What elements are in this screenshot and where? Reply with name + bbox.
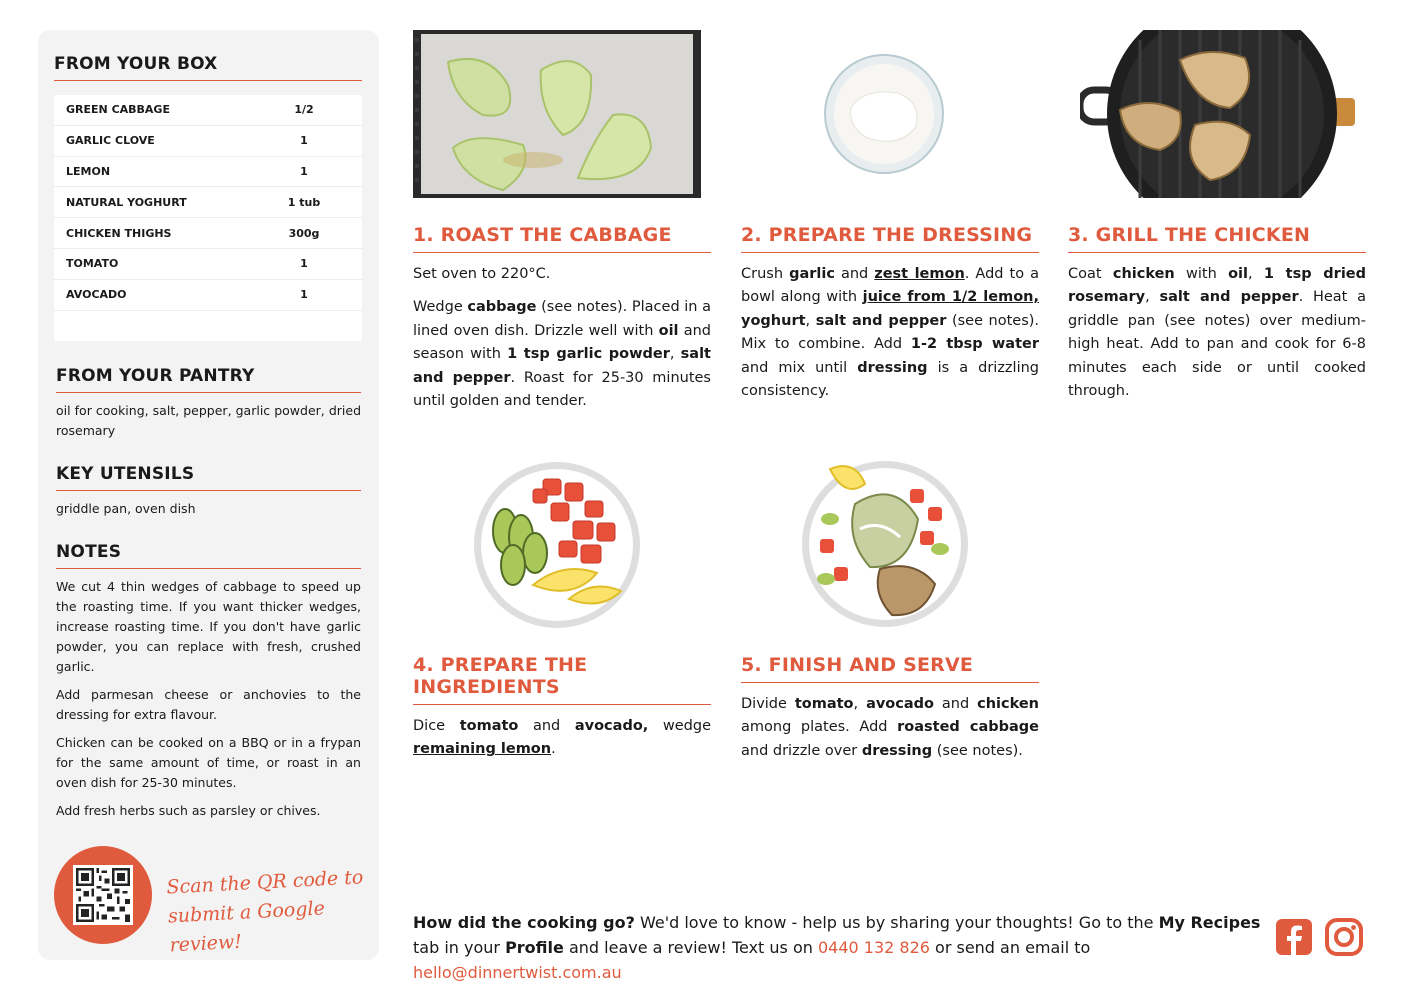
utensils-section (56, 464, 361, 519)
tomato-avocado-photo (473, 461, 641, 629)
sidebar (38, 30, 379, 960)
ingredient-qty: 300g (288, 226, 320, 240)
facebook-icon[interactable] (1275, 918, 1313, 956)
utensils-text: griddle pan, oven dish (56, 501, 196, 516)
utensils-heading: KEY UTENSILS (56, 464, 361, 491)
ingredient-name: TOMATO (66, 257, 119, 271)
qr-badge[interactable] (54, 846, 152, 944)
step-4-body (413, 715, 711, 762)
ingredient-name: NATURAL YOGHURT (66, 195, 187, 209)
step-2-paragraph: Crush garlic and zest lemon. Add to a bowl along with juice from 1/2 lemon, yoghurt, salt and pepper (see notes). Mix to combine. Add 1-2 tbsp water and mix until dressing is a drizzling consistency. (741, 266, 1040, 400)
step-5-body (741, 693, 1039, 763)
grilled-chicken-photo (1080, 30, 1355, 198)
step-1-body (413, 263, 711, 413)
pantry-heading: FROM YOUR PANTRY (56, 366, 361, 393)
qr-caption-line: submit a Google review! (167, 897, 326, 957)
my-recipes-label: My Recipes (1158, 913, 1261, 932)
ingredient-name: LEMON (66, 164, 111, 178)
step-1-paragraph: Wedge cabbage (see notes). Placed in a lined oven dish. Drizzle well with oil and season with 1 tsp garlic powder, salt and pepper. Roast for 25-30 minutes until golden and tender. (413, 299, 712, 410)
ingredient-name: GREEN CABBAGE (66, 103, 170, 117)
email-link[interactable]: hello@dinnertwist.com.au (413, 963, 622, 982)
step-1-title: 1. ROAST THE CABBAGE (413, 224, 711, 253)
step-4-title: 4. PREPARE THE INGREDIENTS (413, 654, 711, 705)
pantry-text: oil for cooking, salt, pepper, garlic powder, dried rosemary (56, 403, 361, 438)
from-your-box-section (54, 54, 362, 341)
qr-caption-line: Scan the QR code to (166, 866, 364, 899)
ingredient-row (54, 95, 362, 126)
step-5-title: 5. FINISH AND SERVE (741, 654, 1039, 683)
review-footer (413, 910, 1273, 985)
note-paragraph: We cut 4 thin wedges of cabbage to speed up the roasting time. If you want thicker wedges, increase roasting time. If you don't have garlic powder, you can replace with fresh, crushed garlic. (56, 579, 361, 674)
ingredient-row-empty (54, 311, 362, 341)
ingredient-qty: 1/2 (294, 103, 314, 117)
ingredient-table (54, 95, 362, 341)
yoghurt-bowl-photo (823, 53, 945, 175)
ingredient-row (54, 126, 362, 157)
step-2-body (741, 263, 1039, 403)
ingredient-row (54, 218, 362, 249)
ingredient-name: GARLIC CLOVE (66, 134, 155, 148)
ingredient-qty: 1 (300, 257, 308, 271)
ingredient-row (54, 249, 362, 280)
qr-caption (166, 863, 381, 961)
ingredient-qty: 1 tub (287, 195, 321, 209)
ingredient-row (54, 157, 362, 188)
footer-text: or send an email to (929, 938, 1091, 957)
ingredient-name: AVOCADO (66, 288, 127, 302)
ingredient-qty: 1 (300, 164, 308, 178)
ingredient-qty: 1 (300, 134, 308, 148)
pantry-section (56, 366, 361, 441)
note-paragraph: Add fresh herbs such as parsley or chives. (56, 803, 321, 818)
step-3-paragraph: Coat chicken with oil, 1 tsp dried rosemary, salt and pepper. Heat a griddle pan (see notes) over medium-high heat. Add to pan and cook for 6-8 minutes each side or until cooked through. (1068, 266, 1367, 400)
instagram-icon[interactable] (1325, 918, 1363, 956)
footer-text: We'd love to know - help us by sharing your thoughts! Go to the (634, 913, 1159, 932)
footer-lead: How did the cooking go? (413, 913, 635, 932)
step-3 (1068, 224, 1366, 403)
note-paragraph: Add parmesan cheese or anchovies to the dressing for extra flavour. (56, 687, 361, 722)
notes-heading: NOTES (56, 542, 361, 569)
qr-code[interactable] (73, 865, 133, 925)
from-your-box-heading: FROM YOUR BOX (54, 54, 362, 81)
step-2-title: 2. PREPARE THE DRESSING (741, 224, 1039, 253)
step-1-paragraph: Set oven to 220°C. (413, 266, 551, 282)
profile-label: Profile (505, 938, 564, 957)
step-3-title: 3. GRILL THE CHICKEN (1068, 224, 1366, 253)
ingredient-row (54, 187, 362, 218)
step-5-paragraph: Divide tomato, avocado and chicken among plates. Add roasted cabbage and drizzle over dressing (see notes). (741, 696, 1039, 759)
phone-link[interactable]: 0440 132 826 (817, 938, 930, 957)
finished-plate-photo (800, 459, 970, 629)
step-2 (741, 224, 1039, 403)
footer-text: and leave a review! Text us on (563, 938, 818, 957)
ingredient-name: CHICKEN THIGHS (66, 226, 172, 240)
step-3-body (1068, 263, 1366, 403)
footer-text: tab in your (413, 938, 506, 957)
step-4 (413, 654, 711, 762)
notes-section (56, 542, 361, 821)
step-1 (413, 224, 711, 413)
note-paragraph: Chicken can be cooked on a BBQ or in a frypan for the same amount of time, or roast in an oven dish for 25-30 minutes. (56, 735, 361, 790)
step-5 (741, 654, 1039, 763)
roast-cabbage-photo (413, 30, 701, 198)
ingredient-row (54, 280, 362, 311)
ingredient-qty: 1 (300, 288, 308, 302)
step-4-paragraph: Dice tomato and avocado, wedge remaining lemon. (413, 718, 712, 758)
